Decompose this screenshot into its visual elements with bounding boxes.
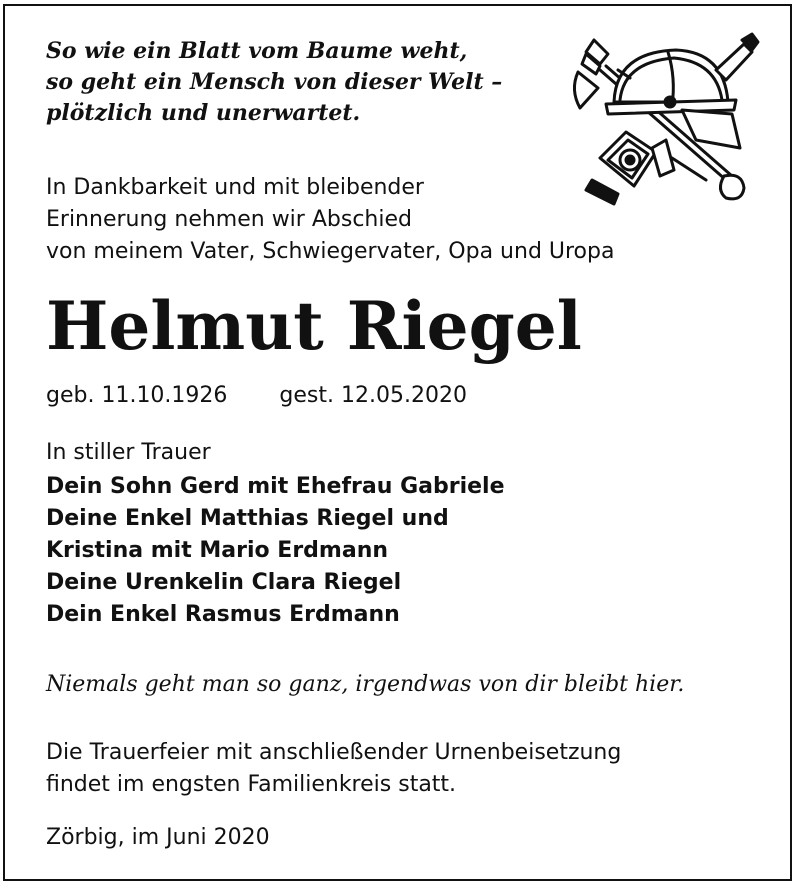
mourner-line: Deine Urenkelin Clara Riegel <box>46 570 402 595</box>
firefighter-helmet-emblem-icon <box>556 30 766 220</box>
mourner-line: Dein Enkel Rasmus Erdmann <box>46 602 400 627</box>
intro-line-2: Erinnerung nehmen wir Abschied <box>46 207 412 232</box>
life-dates <box>46 380 467 412</box>
intro-line-1: In Dankbarkeit und mit bleibender <box>46 175 424 200</box>
mourner-line: Deine Enkel Matthias Riegel und <box>46 506 449 531</box>
mourner-line: Dein Sohn Gerd mit Ehefrau Gabriele <box>46 474 505 499</box>
intro-line-3: von meinem Vater, Schwiegervater, Opa und Uropa <box>46 239 615 264</box>
birth-date: geb. 11.10.1926 <box>46 383 228 408</box>
mourner-line: Kristina mit Mario Erdmann <box>46 538 389 563</box>
deceased-name: Helmut Riegel <box>46 287 582 365</box>
motto-line-3: plötzlich und unerwartet. <box>46 100 361 126</box>
motto-line-2: so geht ein Mensch von dieser Welt – <box>46 69 503 95</box>
place-date: Zörbig, im Juni 2020 <box>46 825 270 850</box>
closing-quote: Niemals geht man so ganz, irgendwas von dir bleibt hier. <box>46 672 685 697</box>
mourning-intro: In stiller Trauer <box>46 440 211 465</box>
ceremony-line-1: Die Trauerfeier mit anschließender Urnenbeisetzung <box>46 740 622 765</box>
death-date: gest. 12.05.2020 <box>279 383 467 408</box>
ceremony-line-2: findet im engsten Familienkreis statt. <box>46 772 457 797</box>
motto-line-1: So wie ein Blatt vom Baume weht, <box>46 38 468 64</box>
